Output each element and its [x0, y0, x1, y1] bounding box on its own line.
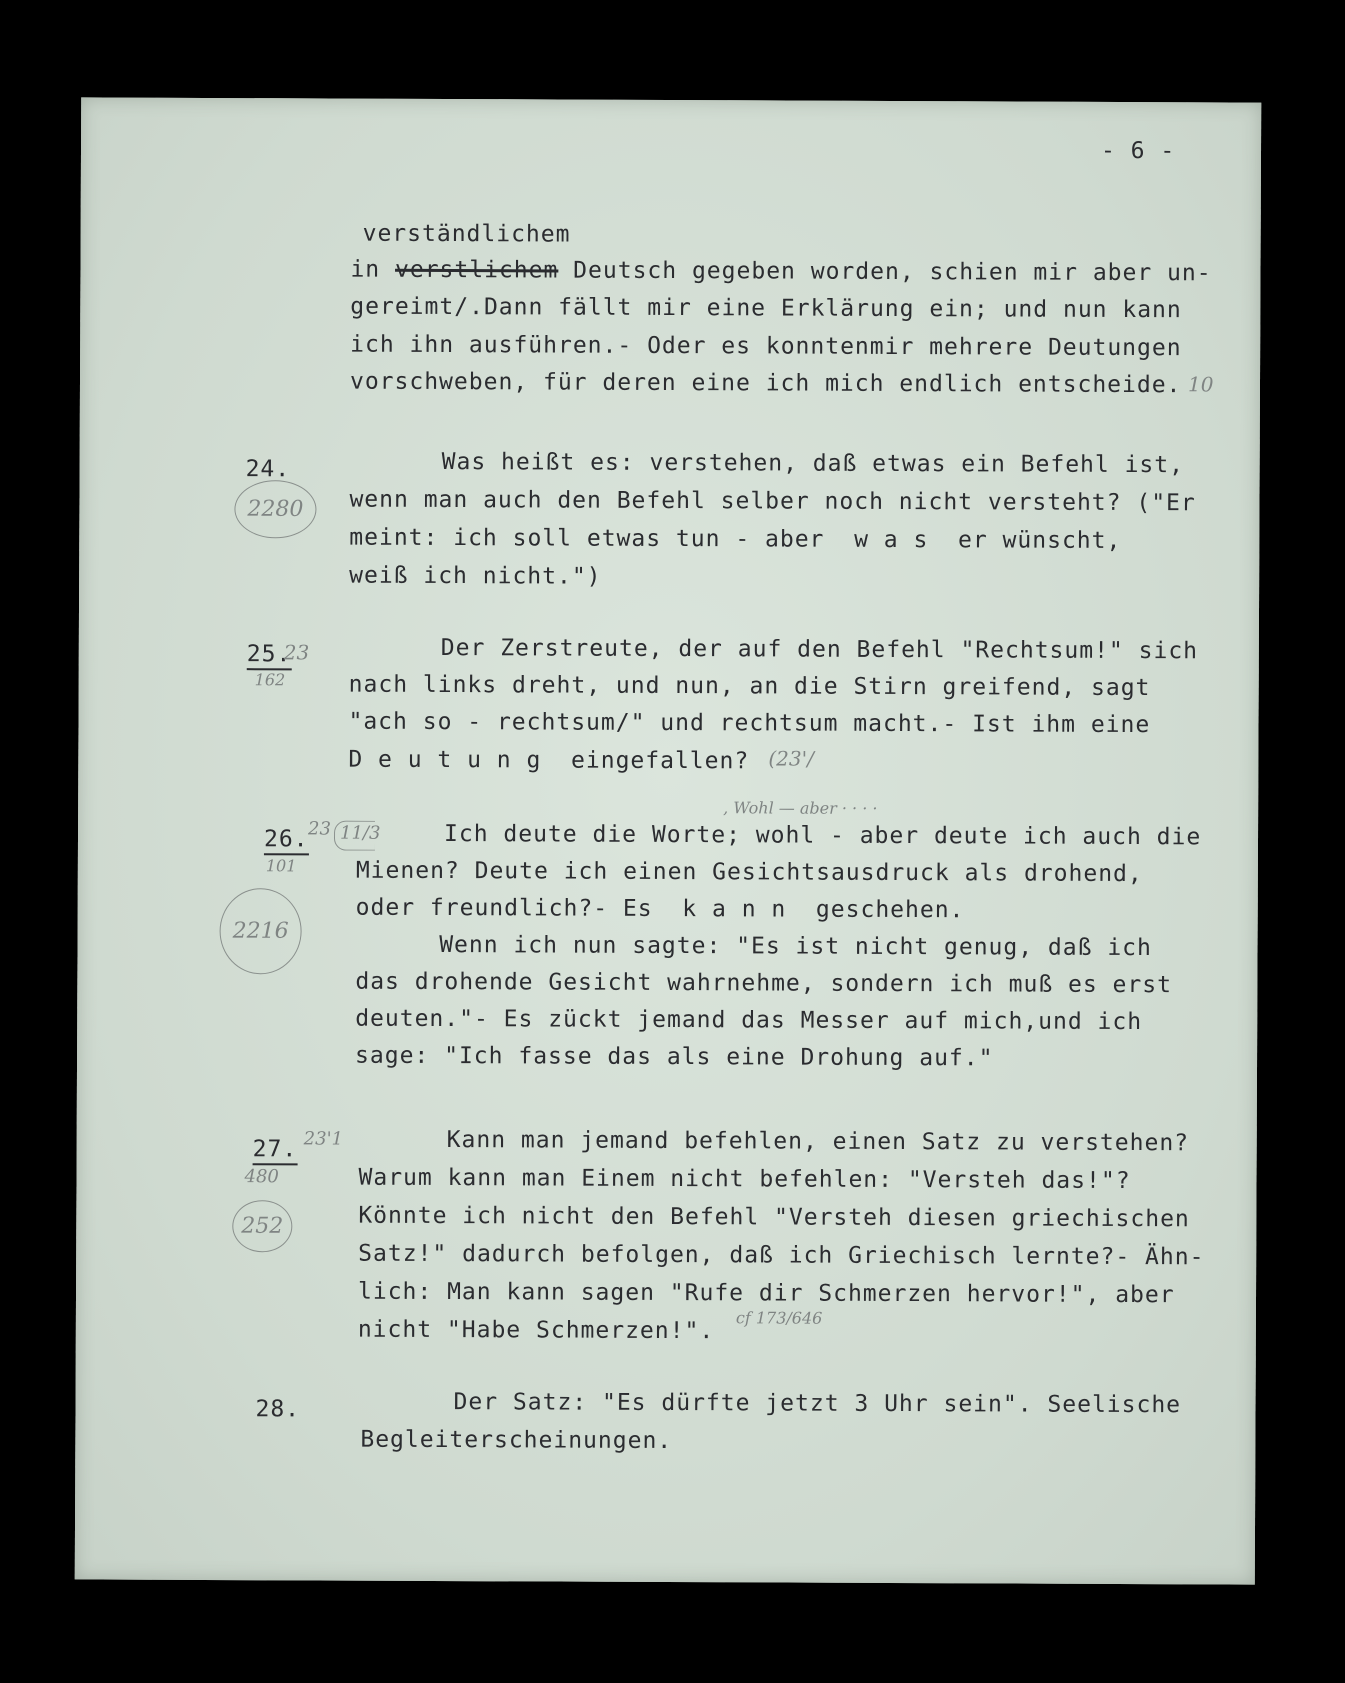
handwritten-note: 101	[265, 856, 297, 876]
para-27-line-5: lich: Man kann sagen "Rufe dir Schmerzen hervor!", aber	[357, 1278, 1175, 1309]
para-26-line-1: Ich deute die Worte; wohl - aber deute ich auch die	[443, 821, 1202, 851]
handwritten-note: cf 173/646	[735, 1308, 823, 1328]
text: Deutsch gegeben worden, schien mir aber un-	[558, 257, 1212, 287]
para-28-line-2: Begleiterscheinungen.	[360, 1426, 673, 1455]
page-number: - 6 -	[1100, 137, 1176, 165]
para-25-line-3: "ach so - rechtsum/" und rechtsum macht.- Ist ihm eine	[348, 708, 1151, 739]
paragraph-number: 28.	[255, 1396, 301, 1423]
paragraph-number: 27.	[253, 1138, 298, 1165]
circled-remark-number	[234, 480, 316, 538]
paragraph-number: 24.	[245, 456, 291, 483]
para-25-line-1: Der Zerstreute, der auf den Befehl "Rechtsum!" sich	[440, 635, 1199, 665]
handwritten-note: 23	[308, 818, 332, 840]
para-24-line-4: weiß ich nicht.")	[349, 562, 602, 590]
para-27-line-6: nicht "Habe Schmerzen!".	[357, 1316, 715, 1345]
para-26-line-7: sage: "Ich fasse das als eine Drohung auf."	[355, 1042, 994, 1072]
para-26-line-5: das drohende Gesicht wahrnehme, sondern ich muß es erst	[355, 968, 1173, 999]
para-23-line-2	[350, 293, 1182, 324]
paragraph-number: 26.	[264, 828, 309, 855]
circled-remark-number	[219, 888, 301, 974]
insertion-word: verständlichem	[362, 220, 571, 248]
para-28-line-1: Der Satz: "Es dürfte jetzt 3 Uhr sein". Seelische	[453, 1389, 1182, 1419]
para-26-line-6: deuten."- Es zückt jemand das Messer auf mich,und ich	[355, 1005, 1143, 1036]
para-24-line-1: Was heißt es: verstehen, daß etwas ein Befehl ist,	[441, 449, 1185, 479]
para-26-line-3: oder freundlich?- Es k a n n geschehen.	[355, 894, 965, 924]
handwritten-note: 23	[283, 640, 310, 665]
para-24-line-3: meint: ich soll etwas tun - aber w a s er wünscht,	[349, 524, 1122, 554]
para-24-line-2: wenn man auch den Befehl selber noch nicht versteht? ("Er	[349, 486, 1196, 517]
handwritten-note: 23'1	[303, 1128, 344, 1150]
circled-note: 252	[241, 1213, 284, 1239]
typescript-page	[75, 97, 1261, 1584]
handwritten-note: (23'/	[768, 746, 814, 771]
struck-word: verstlichem	[394, 256, 559, 284]
para-23-line-3: ich ihn ausführen.- Oder es konntenmir mehrere Deutungen	[350, 331, 1182, 362]
text: in	[350, 256, 396, 283]
circled-note: 2280	[247, 496, 304, 522]
handwritten-note: 10	[1187, 372, 1214, 397]
handwritten-note: 162	[254, 670, 286, 690]
paragraph-number: 25.	[247, 643, 292, 670]
handwritten-note: 480	[244, 1166, 279, 1188]
para-25-line-2: nach links dreht, und nun, an die Stirn greifend, sagt	[348, 671, 1151, 702]
text: gereimt	[350, 293, 455, 321]
handwritten-insertion: , Wohl — aber · · · ·	[723, 798, 878, 818]
para-27-line-3: Könnte ich nicht den Befehl "Versteh diesen griechischen	[358, 1202, 1190, 1233]
para-25-line-4: D e u t u n g eingefallen?	[348, 746, 750, 775]
para-26-line-4: Wenn ich nun sagte: "Es ist nicht genug, daß ich	[409, 931, 1152, 962]
correction-mark: /.	[454, 294, 485, 321]
handwritten-note: 11/3	[339, 822, 381, 844]
para-27-line-4: Satz!" dadurch befolgen, daß ich Griechisch lernte?- Ähn-	[358, 1240, 1205, 1271]
circled-note: 2216	[232, 918, 289, 944]
para-26-line-2: Mienen? Deute ich einen Gesichtsausdruck als drohend,	[355, 857, 1143, 888]
circled-remark-number	[232, 1200, 292, 1252]
text: Dann fällt mir eine Erklärung ein; und nun kann	[483, 294, 1182, 324]
para-23-line-1	[350, 256, 1212, 287]
para-23-line-4: vorschweben, für deren eine ich mich endlich entscheide.	[349, 368, 1182, 399]
para-27-line-2: Warum kann man Einem nicht befehlen: "Versteh das!"?	[358, 1164, 1131, 1195]
para-27-line-1: Kann man jemand befehlen, einen Satz zu verstehen?	[446, 1127, 1190, 1157]
